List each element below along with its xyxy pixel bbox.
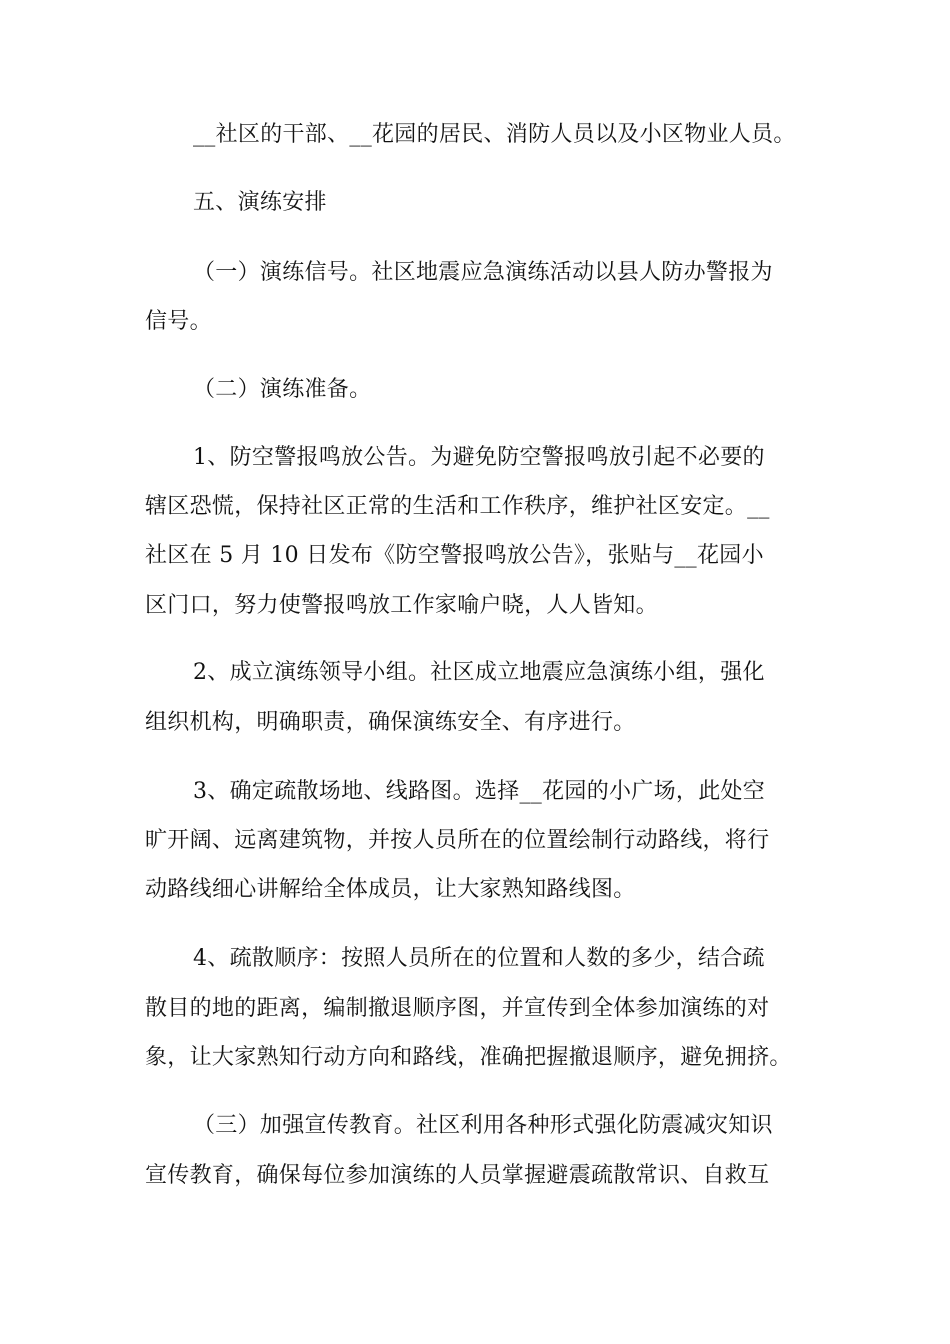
text-line: 组织机构，明确职责，确保演练安全、有序进行。 xyxy=(145,710,636,735)
text-line: 散目的地的距离，编制撤退顺序图，并宣传到全体参加演练的对 xyxy=(145,996,770,1021)
text-line: 3、确定疏散场地、线路图。选择__花园的小广场，此处空 xyxy=(193,779,766,804)
text-line: 象，让大家熟知行动方向和路线，准确把握撤退顺序，避免拥挤。 xyxy=(145,1045,792,1070)
text-line: 信号。 xyxy=(145,309,212,334)
text-line: 辖区恐慌，保持社区正常的生活和工作秩序，维护社区安定。__ xyxy=(145,494,770,519)
text-line: 4、疏散顺序：按照人员所在的位置和人数的多少，结合疏 xyxy=(193,946,765,971)
section-heading: 五、演练安排 xyxy=(193,190,327,215)
text-line: 社区在 5 月 10 日发布《防空警报鸣放公告》，张贴与__花园小 xyxy=(145,543,764,568)
text-line: （二）演练准备。 xyxy=(193,377,372,402)
text-line: （三）加强宣传教育。社区利用各种形式强化防震减灾知识 xyxy=(193,1113,773,1138)
text-line: 2、成立演练领导小组。社区成立地震应急演练小组，强化 xyxy=(193,660,765,685)
text-line: （一）演练信号。社区地震应急演练活动以县人防办警报为 xyxy=(193,260,773,285)
text-line: 动路线细心讲解给全体成员，让大家熟知路线图。 xyxy=(145,877,636,902)
text-line: 旷开阔、远离建筑物，并按人员所在的位置绘制行动路线，将行 xyxy=(145,828,770,853)
text-line: __社区的干部、__花园的居民、消防人员以及小区物业人员。 xyxy=(193,122,796,147)
text-line: 1、防空警报鸣放公告。为避免防空警报鸣放引起不必要的 xyxy=(193,445,765,470)
text-line: 区门口，努力使警报鸣放工作家喻户晓，人人皆知。 xyxy=(145,593,658,618)
text-line: 宣传教育，确保每位参加演练的人员掌握避震疏散常识、自救互 xyxy=(145,1163,770,1188)
